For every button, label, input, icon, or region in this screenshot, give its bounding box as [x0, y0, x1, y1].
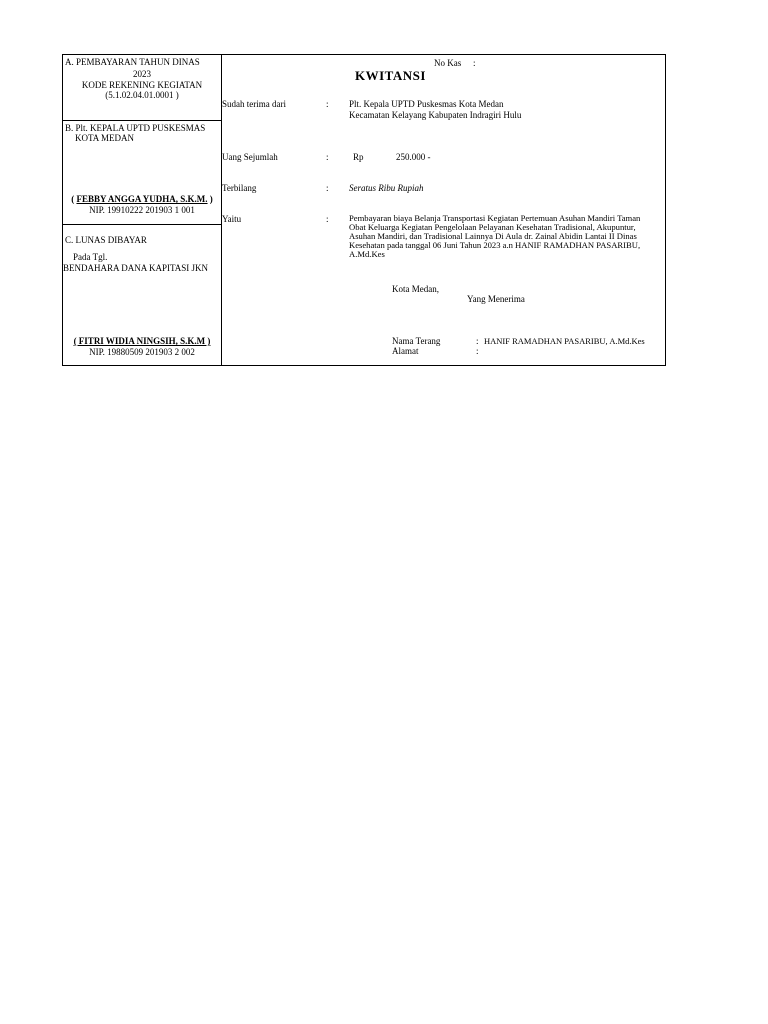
purpose-label: Yaitu	[222, 214, 242, 224]
section-b-signature-name	[63, 194, 221, 204]
in-words-label: Terbilang	[222, 183, 257, 193]
receiver-label: Yang Menerima	[467, 294, 525, 304]
received-from-colon: :	[326, 99, 329, 109]
name-colon: :	[476, 336, 479, 346]
section-c-signature-name: ( FITRI WIDIA NINGSIH, S.K.M )	[73, 336, 211, 346]
purpose-colon: :	[326, 214, 329, 224]
place-date: Kota Medan,	[392, 284, 439, 294]
receipt-title: KWITANSI	[355, 68, 426, 83]
section-b-heading: B. Plt. KEPALA UPTD PUSKESMAS	[65, 123, 206, 133]
section-b-head	[63, 121, 221, 225]
purpose-value: Pembayaran biaya Belanja Transportasi Kegiatan Pertemuan Asuhan Mandiri Taman Obat Keluarga Kegiatan Pengelolaan Pelayanan Kesehatan Tradisional, Akupuntur, Asuhan Mandiri, dan Tradisional Lainnya Di Aula dr. Zainal Abidin Lantai II Dinas Kesehatan pada tanggal 06 Juni Tahun 2023 a.n HANIF RAMADHAN PASARIBU, A.Md.Kes	[349, 213, 641, 259]
amount-currency: Rp	[353, 152, 364, 162]
section-a-code-label: KODE REKENING KEGIATAN	[81, 80, 203, 90]
name-value: HANIF RAMADHAN PASARIBU, A.Md.Kes	[484, 336, 645, 346]
in-words-colon: :	[326, 183, 329, 193]
receipt-form	[62, 54, 666, 366]
section-b-subheading: KOTA MEDAN	[75, 133, 135, 143]
no-kas-colon: :	[473, 58, 476, 68]
section-a-code-value: (5.1.02.04.01.0001 )	[105, 90, 179, 100]
amount-value: 250.000 -	[396, 152, 431, 162]
section-c-heading: C. LUNAS DIBAYAR	[65, 235, 147, 245]
section-a-payment	[63, 55, 221, 121]
section-a-heading: A. PEMBAYARAN TAHUN DINAS	[65, 57, 200, 67]
amount-label: Uang Sejumlah	[222, 152, 278, 162]
in-words-value: Seratus Ribu Rupiah	[349, 183, 424, 193]
section-a-year: 2023	[133, 69, 151, 79]
left-column	[63, 55, 222, 365]
sign-close-paren: )	[207, 194, 213, 204]
received-from-label: Sudah terima dari	[222, 99, 286, 109]
section-c-treasurer: BENDAHARA DANA KAPITASI JKN	[63, 263, 209, 273]
signer-name-b: FEBBY ANGGA YUDHA, S.K.M.	[76, 194, 208, 204]
name-label: Nama Terang	[392, 336, 441, 346]
received-from-value-2: Kecamatan Kelayang Kabupaten Indragiri Hulu	[349, 110, 522, 120]
section-c-nip: NIP. 19880509 201903 2 002	[89, 347, 195, 357]
section-c-paid	[63, 225, 221, 365]
section-b-nip: NIP. 19910222 201903 1 001	[89, 205, 195, 215]
address-colon: :	[476, 346, 479, 356]
section-c-date-label: Pada Tgl.	[73, 252, 108, 262]
amount-colon: :	[326, 152, 329, 162]
no-kas-label: No Kas	[434, 58, 462, 68]
sign-open-paren: (	[71, 194, 77, 204]
received-from-value-1: Plt. Kepala UPTD Puskesmas Kota Medan	[349, 99, 504, 109]
address-label: Alamat	[392, 346, 419, 356]
